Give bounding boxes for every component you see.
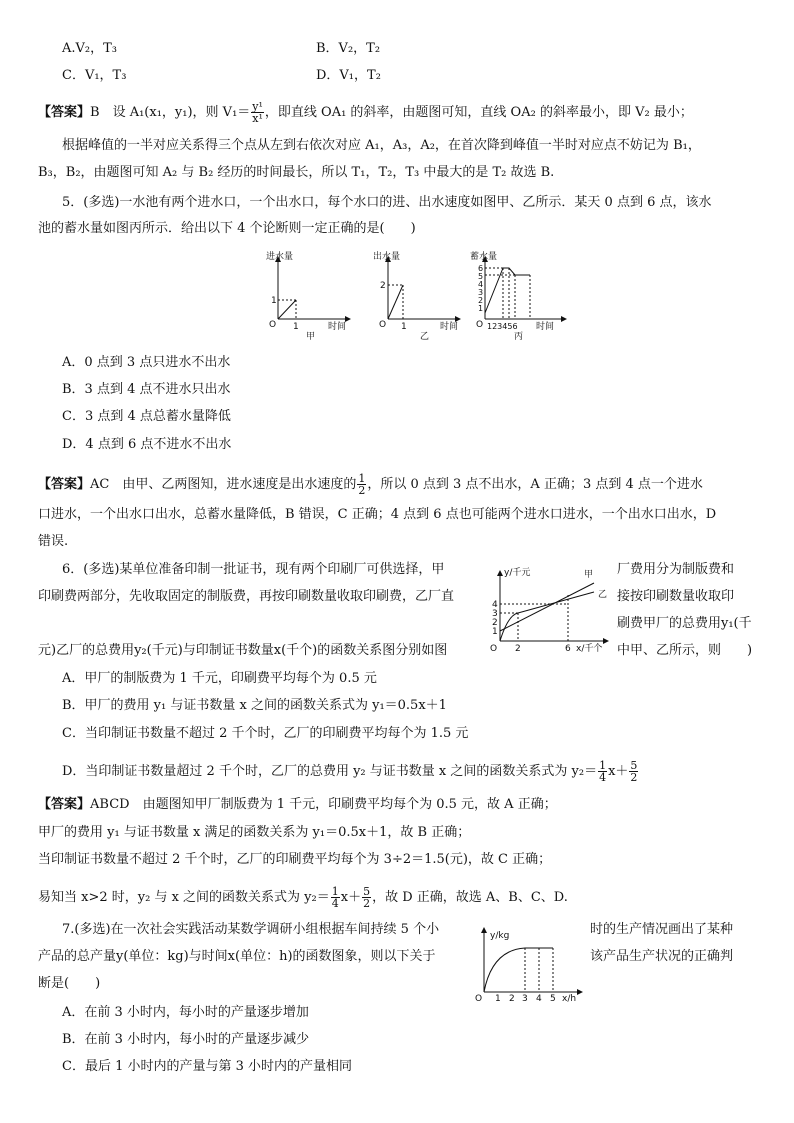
y-tick: 2 — [380, 281, 386, 291]
x-ticks: 123456 — [487, 322, 518, 331]
origin-label: O — [475, 994, 483, 1004]
half-fraction: $\frac{1}{2}$ — [358, 472, 366, 497]
y-tick: 3 — [478, 288, 484, 297]
production-curve — [484, 948, 553, 992]
q5-option-a: A．0 点到 3 点只进水不出水 — [62, 355, 231, 370]
storage-chart — [470, 247, 570, 342]
x-axis-label: 时间 — [536, 322, 555, 332]
q7-stem-l3: 断是( ) — [38, 976, 101, 991]
q4-option-d: D．V₁，T₂ — [316, 68, 381, 83]
fraction: $\frac{5}{2}$ — [630, 759, 638, 784]
q4-answer: 【答案】B 设 A₁(x₁，y₁)，则 V₁＝ $\frac{\text{y¹}}{\text{x¹}}$ ，即直线 OA₁ 的斜率，由题图可知，直线 OA₂ 的斜率最小，即 V₂ 最小； — [38, 100, 693, 125]
x-axis-label: 时间 — [328, 322, 347, 332]
q6-option-c: C．当印制证书数量不超过 2 千个时，乙厂的印刷费平均每个为 1.5 元 — [62, 726, 469, 741]
y-tick: 1 — [492, 627, 498, 637]
q7-stem-l1: 7.(多选)在一次社会实践活动某数学调研小组根据车间持续 5 个小 — [62, 922, 440, 937]
v1-fraction: $\frac{\text{y¹}}{\text{x¹}}$ — [252, 100, 263, 125]
jia-line — [500, 583, 594, 631]
q6-answer: 【答案】ABCD 由题图知甲厂制版费为 1 千元，印刷费平均每个为 0.5 元，故 A 正确； — [38, 797, 557, 812]
y-axis-label: y/千元 — [504, 568, 531, 578]
y-axis-label: 蓄水量 — [470, 252, 498, 262]
chart-name: 乙 — [420, 332, 430, 342]
fraction: $\frac{5}{2}$ — [363, 885, 371, 910]
q4-explanation-1: 根据峰值的一半对应关系得三个点从左到右依次对应 A₁，A₃，A₂，在首次降到峰值一半时对应点不妨记为 B₁， — [62, 138, 701, 153]
inflow-chart — [258, 247, 358, 342]
q6-stem-l3: 元)乙厂的总费用y₂(千元)与印制证书数量x(千个)的函数关系图分别如图 — [38, 643, 448, 658]
y-axis-label: 出水量 — [373, 252, 401, 262]
storage-line — [485, 268, 530, 313]
q6-explanation-3: 易知当 x>2 时，y₂ 与 x 之间的函数关系式为 y₂＝ $\frac{1}{4}$ x＋ $\frac{5}{2}$ ，故 D 正确，故选 A、B、C、D. — [38, 885, 568, 910]
q5-stem-2: 池的蓄水量如图丙所示．给出以下 4 个论断则一定正确的是( ) — [38, 221, 416, 236]
y-tick: 3 — [492, 609, 498, 619]
x-axis-label: x/h — [562, 994, 577, 1004]
x-axis-label: x/千个 — [576, 644, 603, 654]
q5-explanation-2: 错误. — [38, 534, 69, 549]
answer-tag: 【答案】 — [38, 477, 91, 492]
q5-answer: 【答案】AC 由甲、乙两图知，进水速度是出水速度的 $\frac{1}{2}$ ，所以 0 点到 3 点不出水，A 正确；3 点到 4 点一个进水 — [38, 472, 703, 497]
x-tick: 6 — [565, 644, 571, 654]
chart-name: 甲 — [306, 332, 316, 342]
x-tick: 1 — [401, 322, 407, 332]
y-tick: 2 — [492, 618, 498, 628]
origin-label: O — [269, 320, 277, 330]
q7-stem-l2: 产品的总产量y(单位：kg)与时间x(单位：h)的函数图象，则以下关于 — [38, 949, 436, 964]
origin-label: O — [490, 644, 498, 654]
q5-option-b: B．3 点到 4 点不进水只出水 — [62, 382, 231, 397]
q5-option-c: C．3 点到 4 点总蓄水量降低 — [62, 409, 231, 424]
fraction: $\frac{1}{4}$ — [331, 885, 339, 910]
q6-stem-l1: 6．(多选)某单位准备印制一批证书，现有两个印刷厂可供选择，甲 — [62, 562, 445, 577]
cost-chart — [482, 565, 614, 657]
outflow-chart — [368, 247, 468, 342]
y-tick: 2 — [478, 296, 484, 305]
x-tick: 4 — [536, 994, 542, 1004]
q6-option-a: A．甲厂的制版费为 1 千元，印刷费平均每个为 0.5 元 — [62, 671, 377, 686]
q5-option-d: D．4 点到 6 点不进水不出水 — [62, 437, 232, 452]
x-tick: 2 — [515, 644, 521, 654]
x-tick: 1 — [495, 994, 501, 1004]
q7-option-c: C．最后 1 小时内的产量与第 3 小时内的产量相同 — [62, 1059, 353, 1074]
q4-explanation-2: B₃，B₂，由题图可知 A₂ 与 B₂ 经历的时间最长，所以 T₁，T₂，T₃ 中最大的是 T₂ 故选 B. — [38, 165, 555, 180]
q6-stem-r3: 刷费甲厂的总费用y₁(千 — [617, 616, 752, 631]
fraction: $\frac{1}{4}$ — [599, 759, 607, 784]
y-tick: 5 — [478, 272, 484, 281]
jia-label: 甲 — [584, 570, 594, 580]
q6-option-d: D．当印制证书数量超过 2 千个时，乙厂的总费用 y₂ 与证书数量 x 之间的函数关系式为 y₂＝ $\frac{1}{4}$ x＋ $\frac{5}{2}$ — [62, 759, 638, 784]
q6-stem-r4: 中甲、乙所示，则 ) — [617, 643, 753, 658]
q4-option-b: B．V₂，T₂ — [316, 41, 381, 56]
answer-tag: 【答案】 — [38, 797, 91, 812]
x-tick: 3 — [522, 994, 528, 1004]
q6-stem-r2: 接按印刷数量收取印 — [617, 589, 735, 604]
answer-tag: 【答案】 — [38, 105, 91, 120]
y-tick: 1 — [271, 296, 277, 306]
q4-option-c: C．V₁，T₃ — [62, 68, 127, 83]
x-tick: 1 — [293, 322, 299, 332]
y-axis-label: 进水量 — [266, 252, 294, 262]
q5-explanation-1: 口进水，一个出水口出水，总蓄水量降低，B 错误，C 正确；4 点到 6 点也可能两个进水口进水，一个出水口出水，D — [38, 507, 717, 522]
q6-option-b: B．甲厂的费用 y₁ 与证书数量 x 之间的函数关系式为 y₁＝0.5x＋1 — [62, 698, 447, 713]
x-axis-label: 时间 — [440, 322, 459, 332]
outflow-line — [388, 285, 403, 319]
q4-option-a: A.V₂，T₃ — [62, 41, 118, 56]
y-axis-label: y/kg — [490, 931, 510, 941]
q5-stem-1: 5．(多选)一水池有两个进水口，一个出水口，每个水口的进、出水速度如图甲、乙所示．某天 0 点到 6 点，该水 — [62, 195, 712, 210]
yi-line — [500, 592, 594, 641]
y-tick: 6 — [478, 264, 484, 273]
y-tick: 4 — [478, 280, 484, 289]
production-chart — [470, 922, 588, 1004]
q7-stem-r1: 时的生产情况画出了某种 — [590, 922, 734, 937]
y-tick: 4 — [492, 600, 498, 610]
q7-option-b: B．在前 3 小时内，每小时的产量逐步减少 — [62, 1032, 310, 1047]
q6-explanation-2: 当印制证书数量不超过 2 千个时，乙厂的印刷费平均每个为 3÷2＝1.5(元)，故 C 正确； — [38, 852, 552, 867]
chart-name: 丙 — [514, 332, 524, 342]
y-tick: 1 — [478, 304, 484, 313]
q6-stem-l2: 印刷费两部分，先收取固定的制版费，再按印刷数量收取印刷费，乙厂直 — [38, 589, 455, 604]
q6-stem-r1: 厂费用分为制版费和 — [617, 562, 735, 577]
inflow-line — [278, 300, 296, 319]
x-tick: 2 — [509, 994, 515, 1004]
origin-label: O — [476, 320, 484, 330]
yi-label: 乙 — [598, 590, 608, 600]
x-tick: 5 — [550, 994, 556, 1004]
q7-option-a: A．在前 3 小时内，每小时的产量逐步增加 — [62, 1005, 309, 1020]
origin-label: O — [379, 320, 387, 330]
q7-stem-r2: 该产品生产状况的正确判 — [590, 949, 734, 964]
q6-explanation-1: 甲厂的费用 y₁ 与证书数量 x 满足的函数关系为 y₁＝0.5x＋1，故 B 正确； — [38, 825, 471, 840]
